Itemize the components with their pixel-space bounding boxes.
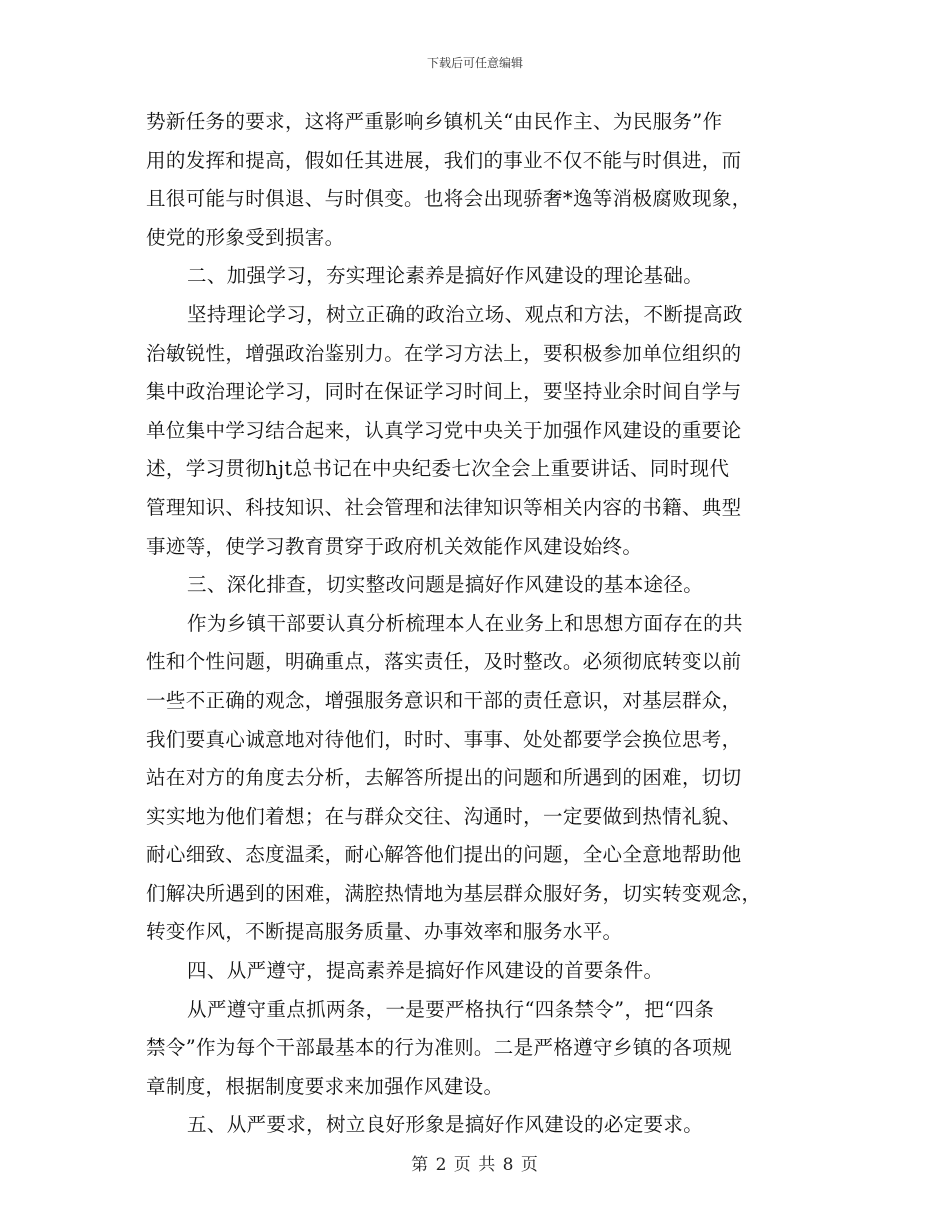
text-line: 集中政治理论学习，同时在保证学习时间上，要坚持业余时间自学与 (146, 380, 742, 404)
text-line: 章制度，根据制度要求来加强作风建设。 (146, 1074, 504, 1098)
text-line: 耐心细致、态度温柔，耐心解答他们提出的问题，全心全意地帮助他 (146, 843, 742, 867)
text-line: 性和个性问题，明确重点，落实责任，及时整改。必须彻底转变以前 (146, 650, 742, 674)
text-line: 三、深化排查，切实整改问题是搞好作风建设的基本途径。 (187, 573, 704, 597)
text-line: 们解决所遇到的困难，满腔热情地为基层群众服好务，切实转变观念， (146, 881, 762, 905)
text-line: 从严遵守重点抓两条，一是要严格执行“四条禁令”，把“四条 (187, 997, 715, 1021)
text-line: 我们要真心诚意地对待他们，时时、事事、处处都要学会换位思考， (146, 727, 742, 751)
text-line: 述，学习贯彻hjt总书记在中央纪委七次全会上重要讲话、同时现代 (146, 457, 730, 481)
text-line: 使党的形象受到损害。 (146, 225, 345, 249)
text-line: 站在对方的角度去分析，去解答所提出的问题和所遇到的困难，切切 (146, 766, 742, 790)
text-line: 治敏锐性，增强政治鉴别力。在学习方法上，要积极参加单位组织的 (146, 341, 742, 365)
text-line: 一些不正确的观念，增强服务意识和干部的责任意识，对基层群众， (146, 688, 742, 712)
text-line: 二、加强学习，夯实理论素养是搞好作风建设的理论基础。 (187, 264, 704, 288)
text-line: 且很可能与时俱退、与时俱变。也将会出现骄奢*逸等消极腐败现象， (146, 187, 752, 211)
text-line: 四、从严遵守，提高素养是搞好作风建设的首要条件。 (187, 959, 664, 983)
text-line: 五、从严要求，树立良好形象是搞好作风建设的必定要求。 (187, 1113, 704, 1137)
text-line: 转变作风，不断提高服务质量、办事效率和服务水平。 (146, 920, 623, 944)
text-line: 管理知识、科技知识、社会管理和法律知识等相关内容的书籍、典型 (146, 495, 742, 519)
document-body (146, 103, 806, 1145)
text-line: 禁令”作为每个干部最基本的行为准则。二是严格遵守乡镇的各项规 (146, 1036, 732, 1060)
page-header: 下载后可任意编辑 (426, 56, 523, 70)
text-line: 事迹等，使学习教育贯穿于政府机关效能作风建设始终。 (146, 534, 643, 558)
text-line: 作为乡镇干部要认真分析梳理本人在业务上和思想方面存在的共 (187, 611, 743, 635)
text-line: 单位集中学习结合起来，认真学习党中央关于加强作风建设的重要论 (146, 418, 742, 442)
page-footer: 第 2 页 共 8 页 (411, 1155, 539, 1175)
text-line: 坚持理论学习，树立正确的政治立场、观点和方法，不断提高政 (187, 302, 743, 326)
text-line: 势新任务的要求，这将严重影响乡镇机关“由民作主、为民服务”作 (146, 110, 723, 133)
text-line: 实实地为他们着想；在与群众交往、沟通时，一定要做到热情礼貌、 (146, 804, 742, 828)
text-line: 用的发挥和提高，假如任其进展，我们的事业不仅不能与时俱进，而 (146, 148, 742, 172)
